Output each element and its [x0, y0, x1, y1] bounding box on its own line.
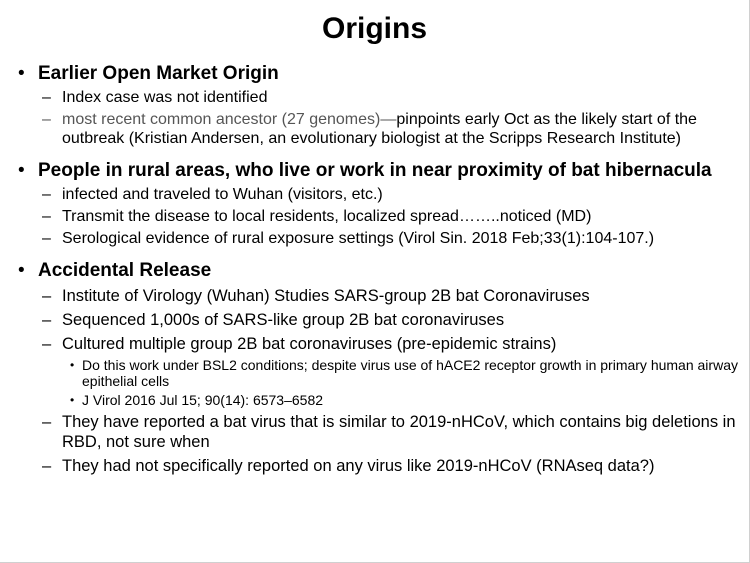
sub-bullet	[18, 456, 743, 476]
section-heading: Accidental Release	[38, 260, 212, 281]
dash-icon: –	[42, 208, 51, 225]
bullet-dot-icon: •	[18, 160, 25, 181]
dash-icon: –	[42, 111, 51, 128]
sub-bullet	[18, 229, 743, 248]
sub-bullet-text-gray: most recent common ancestor (27 genomes)—	[62, 111, 397, 128]
dash-icon: –	[42, 287, 52, 305]
sub-bullet	[18, 310, 743, 330]
sub-bullet-text-dark: pinpoints early Oct as the likely start of the outbreak (Kristian Andersen, an evolutionary biologist at the Scripps Research Institute)	[62, 111, 697, 147]
sub-bullet-text: Transmit the disease to local residents, localized spread……..noticed (MD)	[62, 208, 592, 225]
sub-bullet	[18, 207, 743, 226]
dash-icon: –	[42, 311, 52, 329]
bullet-earlier-open-market-origin	[18, 63, 743, 85]
dash-icon: –	[42, 89, 51, 106]
sub-bullet-text: Sequenced 1,000s of SARS-like group 2B bat coronaviruses	[62, 311, 505, 329]
sub-sub-bullet-text: Do this work under BSL2 conditions; despite virus use of hACE2 receptor growth in primary human airway epithelial cells	[82, 357, 738, 389]
sub-bullet-text: They had not specifically reported on any virus like 2019-nHCoV (RNAseq data?)	[62, 457, 655, 475]
dash-icon: –	[42, 457, 52, 475]
bullet-dot-icon: •	[18, 63, 25, 84]
dash-icon: –	[42, 335, 52, 353]
dash-icon: –	[42, 186, 51, 203]
sub-bullet	[18, 334, 743, 354]
dash-icon: –	[42, 230, 51, 247]
bullet-dot-icon: •	[18, 260, 25, 281]
sub-bullet	[18, 412, 743, 452]
dash-icon: –	[42, 413, 52, 431]
sub-sub-bullet	[18, 392, 743, 408]
bullet-rural-areas	[18, 160, 743, 182]
bullet-accidental-release	[18, 260, 743, 282]
bullet-dot-icon: •	[70, 358, 75, 372]
sub-bullet-text: Cultured multiple group 2B bat coronaviruses (pre-epidemic strains)	[62, 335, 557, 353]
sub-bullet	[18, 88, 743, 107]
sub-sub-bullet	[18, 357, 743, 389]
sub-bullet-text: They have reported a bat virus that is similar to 2019-nHCoV, which contains big deletions in RBD, not sure when	[62, 413, 736, 451]
slide-content	[18, 60, 743, 476]
sub-bullet-text: infected and traveled to Wuhan (visitors, etc.)	[62, 186, 383, 203]
sub-bullet	[18, 286, 743, 306]
bullet-dot-icon: •	[70, 393, 75, 407]
sub-bullet-text: Institute of Virology (Wuhan) Studies SARS-group 2B bat Coronaviruses	[62, 287, 590, 305]
sub-bullet-text: Index case was not identified	[62, 89, 268, 106]
slide-title: Origins	[321, 12, 427, 45]
sub-bullet	[18, 110, 743, 148]
section-heading: Earlier Open Market Origin	[38, 63, 279, 84]
section-heading: People in rural areas, who live or work in near proximity of bat hibernacula	[38, 160, 712, 181]
sub-bullet-text: Serological evidence of rural exposure settings (Virol Sin. 2018 Feb;33(1):104-107.)	[62, 230, 655, 247]
sub-bullet	[18, 185, 743, 204]
sub-sub-bullet-text: J Virol 2016 Jul 15; 90(14): 6573–6582	[82, 392, 324, 408]
